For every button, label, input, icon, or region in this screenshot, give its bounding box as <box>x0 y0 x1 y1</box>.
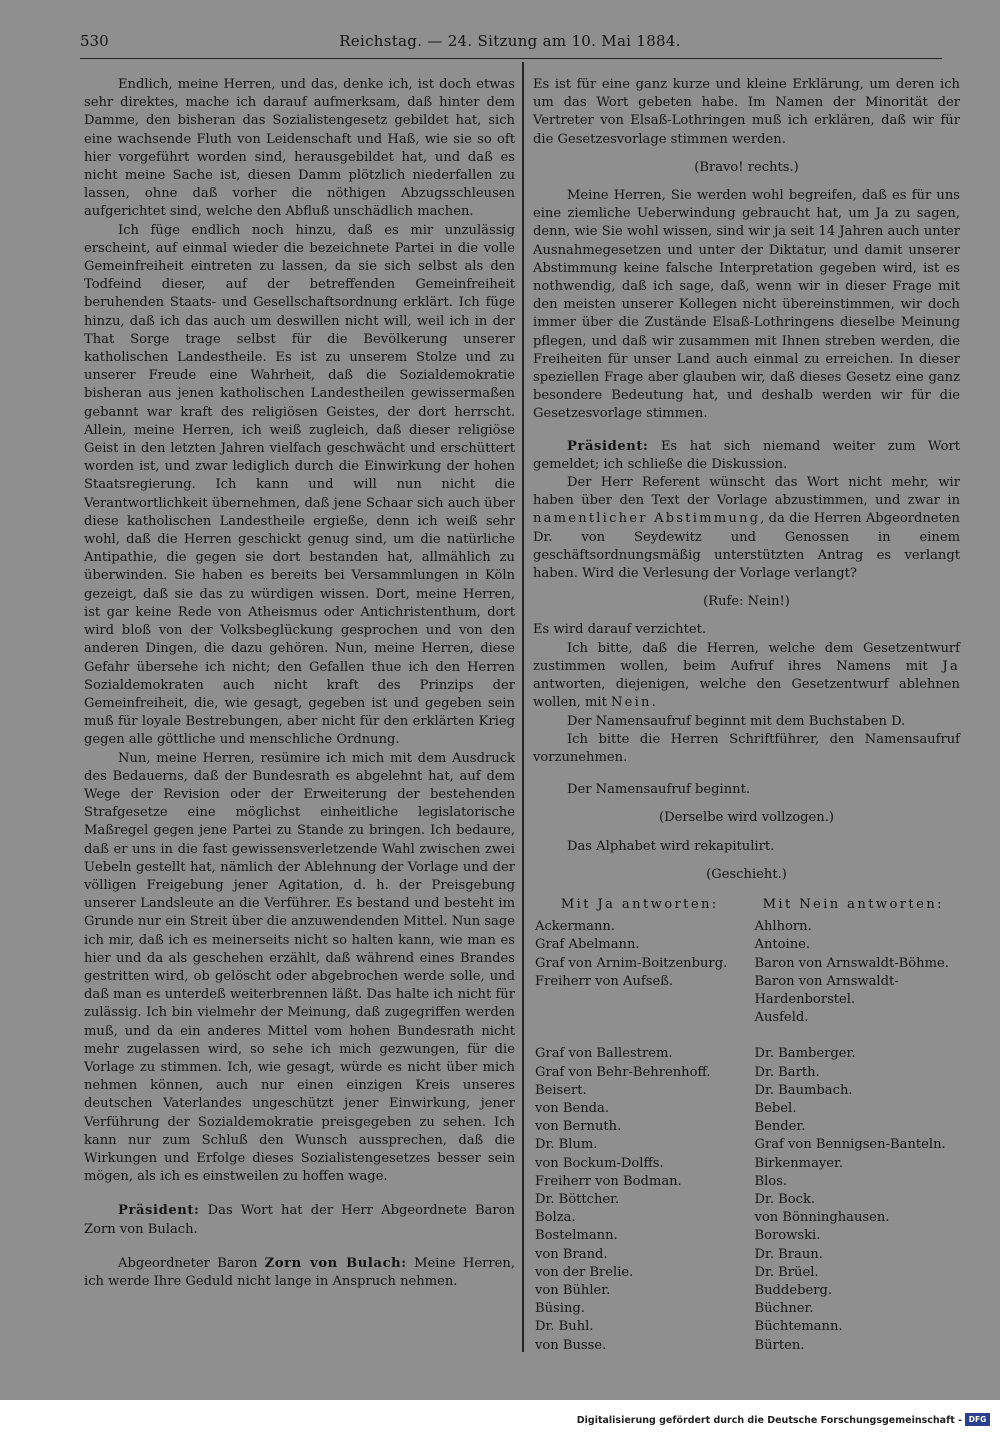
no-name: von Bönninghausen. <box>754 1210 890 1226</box>
yes-name: Dr. Böttcher. <box>535 1191 620 1207</box>
table-row <box>533 1082 960 1100</box>
zorn-statement <box>84 1255 515 1291</box>
no-name: Bürten. <box>754 1337 805 1353</box>
yes-name: Ackermann. <box>535 919 615 935</box>
no-header: Mit Nein antworten: <box>762 896 944 912</box>
bitte-after: . <box>651 695 656 711</box>
paragraph-erklaerung: Es ist für eine ganz kurze und kleine Erklärung, um deren ich um das Wort gebeten habe. Im Namen der Minorität der Vertreter von Elsaß-Lothringen muß ich erklären, daß wir für die Gesetzesvorlage stimmen werden. <box>533 77 960 147</box>
bitte-middle: antworten, diejenigen, welche den Gesetzentwurf ablehnen wollen, mit <box>533 677 960 711</box>
interjection-rufe: (Rufe: Nein!) <box>703 594 790 610</box>
yes-name: von Brand. <box>535 1246 608 1262</box>
no-name: Büchner. <box>754 1301 814 1317</box>
yes-name: Graf von Ballestrem. <box>535 1046 673 1062</box>
zorn-text: Meine Herren, ich werde Ihre Geduld nicht lange in Anspruch nehmen. <box>84 1255 515 1289</box>
table-row <box>533 1246 960 1264</box>
paragraph-referent <box>533 474 960 583</box>
yes-name <box>533 1009 747 1027</box>
interjection-bravo: (Bravo! rechts.) <box>694 159 799 175</box>
referent-text-before: Der Herr Referent wünscht das Wort nicht mehr, wir haben über den Text der Vorlage abzustimmen, und zwar in <box>533 475 960 509</box>
table-row <box>533 936 960 954</box>
yes-name: von Busse. <box>535 1337 607 1353</box>
no-name: Dr. Barth. <box>754 1064 820 1080</box>
no-name: Ausfeld. <box>754 1010 809 1026</box>
yes-name: Freiherr von Bodman. <box>535 1173 682 1189</box>
bitte-ja: Ja <box>942 658 960 674</box>
paragraph-verzichtet: Es wird darauf verzichtet. <box>533 622 707 638</box>
yes-name: von Bockum-Dolffs. <box>535 1155 664 1171</box>
table-spacer <box>533 1027 960 1045</box>
vote-table-header <box>533 894 960 918</box>
paragraph-alphabet: Das Alphabet wird rekapitulirt. <box>567 838 775 854</box>
table-row <box>533 1191 960 1209</box>
table-row <box>533 1136 960 1154</box>
speaker-label: Zorn von Bulach: <box>264 1255 407 1271</box>
yes-name: Freiherr von Aufseß. <box>535 973 674 989</box>
bitte-before: Ich bitte, daß die Herren, welche dem Gesetzentwurf zustimmen wollen, beim Aufruf ihres Namens mit <box>533 640 960 674</box>
yes-name: Graf von Arnim-Boitzenburg. <box>535 955 728 971</box>
table-row <box>533 1337 960 1355</box>
yes-name: Beisert. <box>535 1082 587 1098</box>
no-name: Bender. <box>754 1119 806 1135</box>
yes-name: Graf von Behr-Behrenhoff. <box>535 1064 711 1080</box>
no-name: Antoine. <box>754 937 811 953</box>
bitte-nein: Nein <box>611 695 652 711</box>
yes-name: Büsing. <box>535 1301 585 1317</box>
table-row <box>533 1282 960 1300</box>
yes-header: Mit Ja antworten: <box>560 896 719 912</box>
table-row <box>533 1155 960 1173</box>
no-name: Bebel. <box>754 1100 797 1116</box>
no-name: Baron von Arnswaldt-Böhme. <box>754 955 949 971</box>
table-row <box>533 1100 960 1118</box>
no-name: Graf von Bennigsen-Banteln. <box>754 1137 946 1153</box>
table-row <box>533 1009 960 1027</box>
table-row <box>533 1064 960 1082</box>
dfg-logo: DFG <box>965 1413 990 1426</box>
running-head <box>80 30 940 54</box>
no-name: Ahlhorn. <box>754 919 812 935</box>
paragraph-resuemee: Nun, meine Herren, resümire ich mich mit dem Ausdruck des Bedauerns, daß der Bundesrath es abgelehnt hat, auf dem Wege der Revision oder der Erweiterung der bestehenden Strafgesetze eine möglichst einheitliche legislatorische Maßregel gegen jene Partei zu Stande zu bringen. Ich bedaure, daß er uns in die fast gewissensverletzende Wahl zwischen zwei Uebeln gestellt hat, nämlich der Ablehnung der Vorlage und der völligen Freigebung jener Agitation, d. h. der Preisgebung unserer Landsleute an die Verführer. Es bestand und besteht im Grunde nur ein Streit über die anzuwendenden Mittel. Nun sage ich mir, daß ich es meinerseits nicht so halten kann, wie man es hier und da als geschehen erzählt, daß während eines Brandes gestritten wird, ob gelöscht oder abgebrochen werde solle, und daß man es unterdeß weiterbrennen läßt. Das halte ich nicht für zulässig. Ich bin vielmehr der Meinung, daß zugegriffen werden muß, und da ein anderes Mittel vom hohen Bundesrath nicht mehr zugelassen wird, so sehe ich mich gezwungen, für die Vorlage zu stimmen. Ich, wie gesagt, würde es nicht über mich nehmen können, auch nur einen einzigen Kreis unseres deutschen Vaterlandes ungeschützt jener Einwirkung, jener Verführung der Sozialdemokratie preisgegeben zu sehen. Ich kann nur zum Schluß den Wunsch aussprechen, daß die Wirkungen und Erfolge dieses Sozialistengesetzes besser sein mögen, als ich es einstweilen zu hoffen wage. <box>84 750 515 1185</box>
left-column <box>84 76 515 1291</box>
no-name: Baron von Arnswaldt-Hardenborstel. <box>754 973 899 1007</box>
table-row <box>533 973 960 1009</box>
right-column <box>533 76 960 1355</box>
yes-name: Dr. Blum. <box>535 1137 598 1153</box>
table-row <box>533 1173 960 1191</box>
yes-name: Bolza. <box>535 1210 576 1226</box>
no-name: Birkenmayer. <box>754 1155 844 1171</box>
header-rule <box>80 58 942 59</box>
no-name: Blos. <box>754 1173 788 1189</box>
speaker-label: Präsident: <box>567 438 649 454</box>
footer-credit: Digitalisierung gefördert durch die Deutsche Forschungsgemeinschaft - <box>576 1415 962 1426</box>
president-statement-left <box>84 1202 515 1238</box>
no-name: Dr. Braun. <box>754 1246 823 1262</box>
paragraph-beginnt: Der Namensaufruf beginnt. <box>567 782 751 798</box>
yes-name: von Bühler. <box>535 1282 611 1298</box>
no-name: Buddeberg. <box>754 1282 833 1298</box>
referent-text-after: , da die Herren Abgeordneten Dr. von Seydewitz und Genossen in einem geschäftsordnungsmäßig unterstützten Antrag es verlangt haben. Wird die Verlesung der Vorlage verlangt? <box>533 511 960 582</box>
table-row <box>533 1118 960 1136</box>
table-row <box>533 1300 960 1318</box>
speaker-label: Präsident: <box>118 1203 200 1219</box>
yes-name: Dr. Buhl. <box>535 1319 594 1335</box>
table-row <box>533 1209 960 1227</box>
no-name: Dr. Baumbach. <box>754 1082 853 1098</box>
president-text: Das Wort hat der Herr Abgeordnete Baron Zorn von Bulach. <box>84 1203 515 1237</box>
speaker-prefix: Abgeordneter Baron <box>118 1255 258 1271</box>
referent-spaced: namentlicher Abstimmung <box>533 511 761 527</box>
yes-name: von Bernuth. <box>535 1119 622 1135</box>
no-name: Dr. Bock. <box>754 1191 816 1207</box>
table-row <box>533 955 960 973</box>
president-statement-right <box>533 438 960 474</box>
page-title: Reichstag. — 24. Sitzung am 10. Mai 1884. <box>339 32 681 50</box>
paragraph-bitte <box>533 640 960 713</box>
president-text: Es hat sich niemand weiter zum Wort gemeldet; ich schließe die Diskussion. <box>533 438 960 472</box>
page-number: 530 <box>80 32 109 50</box>
interjection-vollzogen: (Derselbe wird vollzogen.) <box>658 810 835 826</box>
column-rule <box>522 62 524 1352</box>
table-row <box>533 1318 960 1336</box>
paragraph-schriftfuehrer: Ich bitte die Herren Schriftführer, den Namensaufruf vorzunehmen. <box>533 731 960 765</box>
table-row <box>533 1227 960 1245</box>
yes-name: von der Brelie. <box>535 1264 634 1280</box>
table-row <box>533 1264 960 1282</box>
yes-name: Graf Abelmann. <box>535 937 640 953</box>
table-row <box>533 918 960 936</box>
no-name: Büchtemann. <box>754 1319 843 1335</box>
paragraph-ueberwindung: Meine Herren, Sie werden wohl begreifen, daß es für uns eine ziemliche Ueberwindung gebraucht hat, um Ja zu sagen, denn, wie Sie wohl wissen, sind wir ja seit 14 Jahren auch unter Ausnahmegesetzen und unter der Diktatur, und damit unserer Abstimmung keine falsche Interpretation gegeben wird, ist es nothwendig, daß ich sage, daß, wenn wir in dieser Frage mit den meisten unserer Kollegen nicht übereinstimmen, wir doch immer über die Zustände Elsaß-Lothringens dieselbe Meinung pflegen, und daß wir zusammen mit Ihnen streben werden, die Freiheiten für unser Land auch einmal zu erreichen. In dieser speziellen Frage aber glauben wir, daß dieses Gesetz eine ganz besondere Bedeutung hat, und deshalb werden wir für die Gesetzesvorlage stimmen. <box>533 188 960 422</box>
paragraph-namensaufruf-d: Der Namensaufruf beginnt mit dem Buchstaben D. <box>567 713 906 729</box>
table-row <box>533 1045 960 1063</box>
yes-name: von Benda. <box>535 1100 610 1116</box>
paragraph-gemeinfreiheit: Ich füge endlich noch hinzu, daß es mir unzulässig erscheint, auf einmal wieder die bezeichnete Partei in die volle Gemeinfreiheit eintreten zu lassen, da sie sich selbst als den Todfeind dieser, auf der betreffenden Gemeinfreiheit beruhenden Staats- und Gesellschaftsordnung erklärt. Ich füge hinzu, daß ich das auch um deswillen nicht will, weil ich in der That Sorge trage selbst für die Bevölkerung unserer katholischen Landestheile. Es ist zu unserem Stolze und zu unserer Freude eine Wahrheit, daß die Sozialdemokratie bisheran aus jenen katholischen Landestheilen gewissermaßen gebannt war kraft des religiösen Geistes, der dort herrscht. Allein, meine Herren, ich weiß zugleich, daß dieser religiöse Geist in den letzten Jahren vielfach geschwächt und erschüttert worden ist, und zwar lediglich durch die Einwirkung der hohen Staatsregierung. Ich kann und will nun nicht die Verantwortlichkeit übernehmen, daß jene Schaar sich auch über diese katholischen Landestheile ergieße, denn ich weiß sehr wohl, daß die Herren geschickt genug sind, um die natürliche Antipathie, die gegen sie dort bestanden hat, allmählich zu überwinden. Sie haben es bereits bei Versammlungen in Köln gezeigt, daß sie das zu würdigen wissen. Dort, meine Herren, ist gar keine Rede von Atheismus oder Antichristenthum, dort wird bloß von der Volksbeglückung gesprochen und von den anderen Dingen, die dazu gehören. Nun, meine Herren, diese Gefahr übersehe ich nicht; den Gefallen thue ich den Herren Sozialdemokraten auch nicht kraft des Prinzips der Gemeinfreiheit, die, wie gesagt, gegeben ist und gegeben sein muß für loyale Bestrebungen, aber nicht für den erklärten Krieg gegen alle göttliche und menschliche Ordnung. <box>84 222 515 748</box>
no-name: Borowski. <box>754 1228 821 1244</box>
yes-name: Bostelmann. <box>535 1228 618 1244</box>
no-name: Dr. Bamberger. <box>754 1046 856 1062</box>
no-name: Dr. Brüel. <box>754 1264 819 1280</box>
vote-table <box>533 894 960 1355</box>
interjection-geschieht: (Geschieht.) <box>706 866 787 882</box>
paragraph-damm: Endlich, meine Herren, und das, denke ich, ist doch etwas sehr direktes, mache ich darauf aufmerksam, daß hinter dem Damme, den bisheran das Sozialistengesetz gebildet hat, sich eine wachsende Fluth von Leidenschaft und Haß, wie sie so oft hier vorgeführt worden sind, herausgebildet hat, und daß es nicht meine Sache ist, diesen Damm plötzlich niederfallen zu lassen, ohne daß vorher die nöthigen Abzugsschleusen aufgerichtet sind, welche den Abfluß unschädlich machen. <box>84 77 515 220</box>
